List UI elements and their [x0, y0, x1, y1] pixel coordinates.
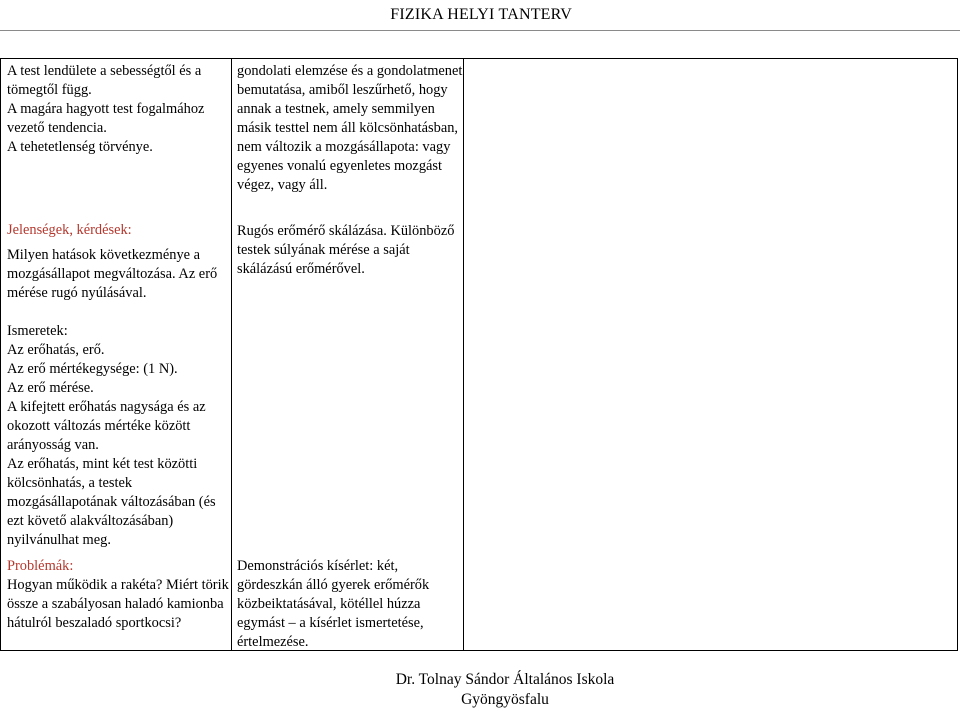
- knowledge-heading: Ismeretek:: [7, 323, 68, 339]
- knowledge-item-measure: Az erő mérése.: [7, 380, 94, 396]
- knowledge-item-force: Az erőhatás, erő.: [7, 342, 105, 358]
- knowledge-item-unit: Az erő mértékegysége: (1 N).: [7, 361, 178, 377]
- col2-block3: [237, 557, 465, 652]
- col2-thought-analysis: gondolati elemzése és a gondolatmenet bemutatása, amiből leszűrhető, hogy annak a testnek, amely semmilyen másik testtel nem áll kölcsönhatásban, nem változik a mozgásállapota: vagy egyenes vonalú egyenletes mozgást végez, vagy áll.: [237, 63, 463, 193]
- footer-town: Gyöngyösfalu: [461, 691, 549, 708]
- problems-heading: Problémák:: [7, 558, 74, 574]
- col1-text-momentum: A test lendülete a sebességtől és a tömegtől függ.: [7, 63, 202, 98]
- phenomena-heading: Jelenségek, kérdések:: [7, 222, 132, 238]
- problems-text: Hogyan működik a rakéta? Miért törik össze a szabályosan haladó kamionba hátulról beszaladó sportkocsi?: [7, 577, 229, 631]
- col2-block2: [237, 222, 465, 279]
- header-title: FIZIKA HELYI TANTERV: [390, 6, 572, 23]
- phenomena-text: Milyen hatások következménye a mozgásállapot megváltozása. Az erő mérése rugó nyúlásával.: [7, 247, 218, 301]
- col2-spring-scale: Rugós erőmérő skálázása. Különböző testek súlyának mérése a saját skálázású erőmérővel.: [237, 223, 455, 277]
- col1-text-free-body: A magára hagyott test fogalmához vezető tendencia.: [7, 101, 205, 136]
- knowledge-item-proportion: A kifejtett erőhatás nagysága és az okozott változás mértéke között arányosság van.: [7, 399, 206, 453]
- knowledge-item-interaction: Az erőhatás, mint két test közötti kölcsönhatás, a testek mozgásállapotának változásában (és ezt követő alakváltozásában) nyilvánulhat meg.: [7, 456, 216, 548]
- col1-problems: [7, 557, 231, 633]
- col1-text-inertia: A tehetetlenség törvénye.: [7, 139, 153, 155]
- col2-block1: [237, 62, 465, 195]
- col1-phenomena: [7, 221, 231, 303]
- footer-school-name: Dr. Tolnay Sándor Általános Iskola: [395, 671, 615, 688]
- col1-block1: [7, 62, 231, 157]
- page-header: [0, 0, 960, 31]
- column-divider-1: [231, 58, 232, 651]
- col1-knowledge: [7, 322, 231, 550]
- page-footer: [340, 670, 670, 710]
- col2-demonstration: Demonstrációs kísérlet: két, gördeszkán álló gyerek erőmérők közbeiktatásával, kötéllel húzza egymást – a kísérlet ismertetése, értelmezése.: [237, 558, 430, 650]
